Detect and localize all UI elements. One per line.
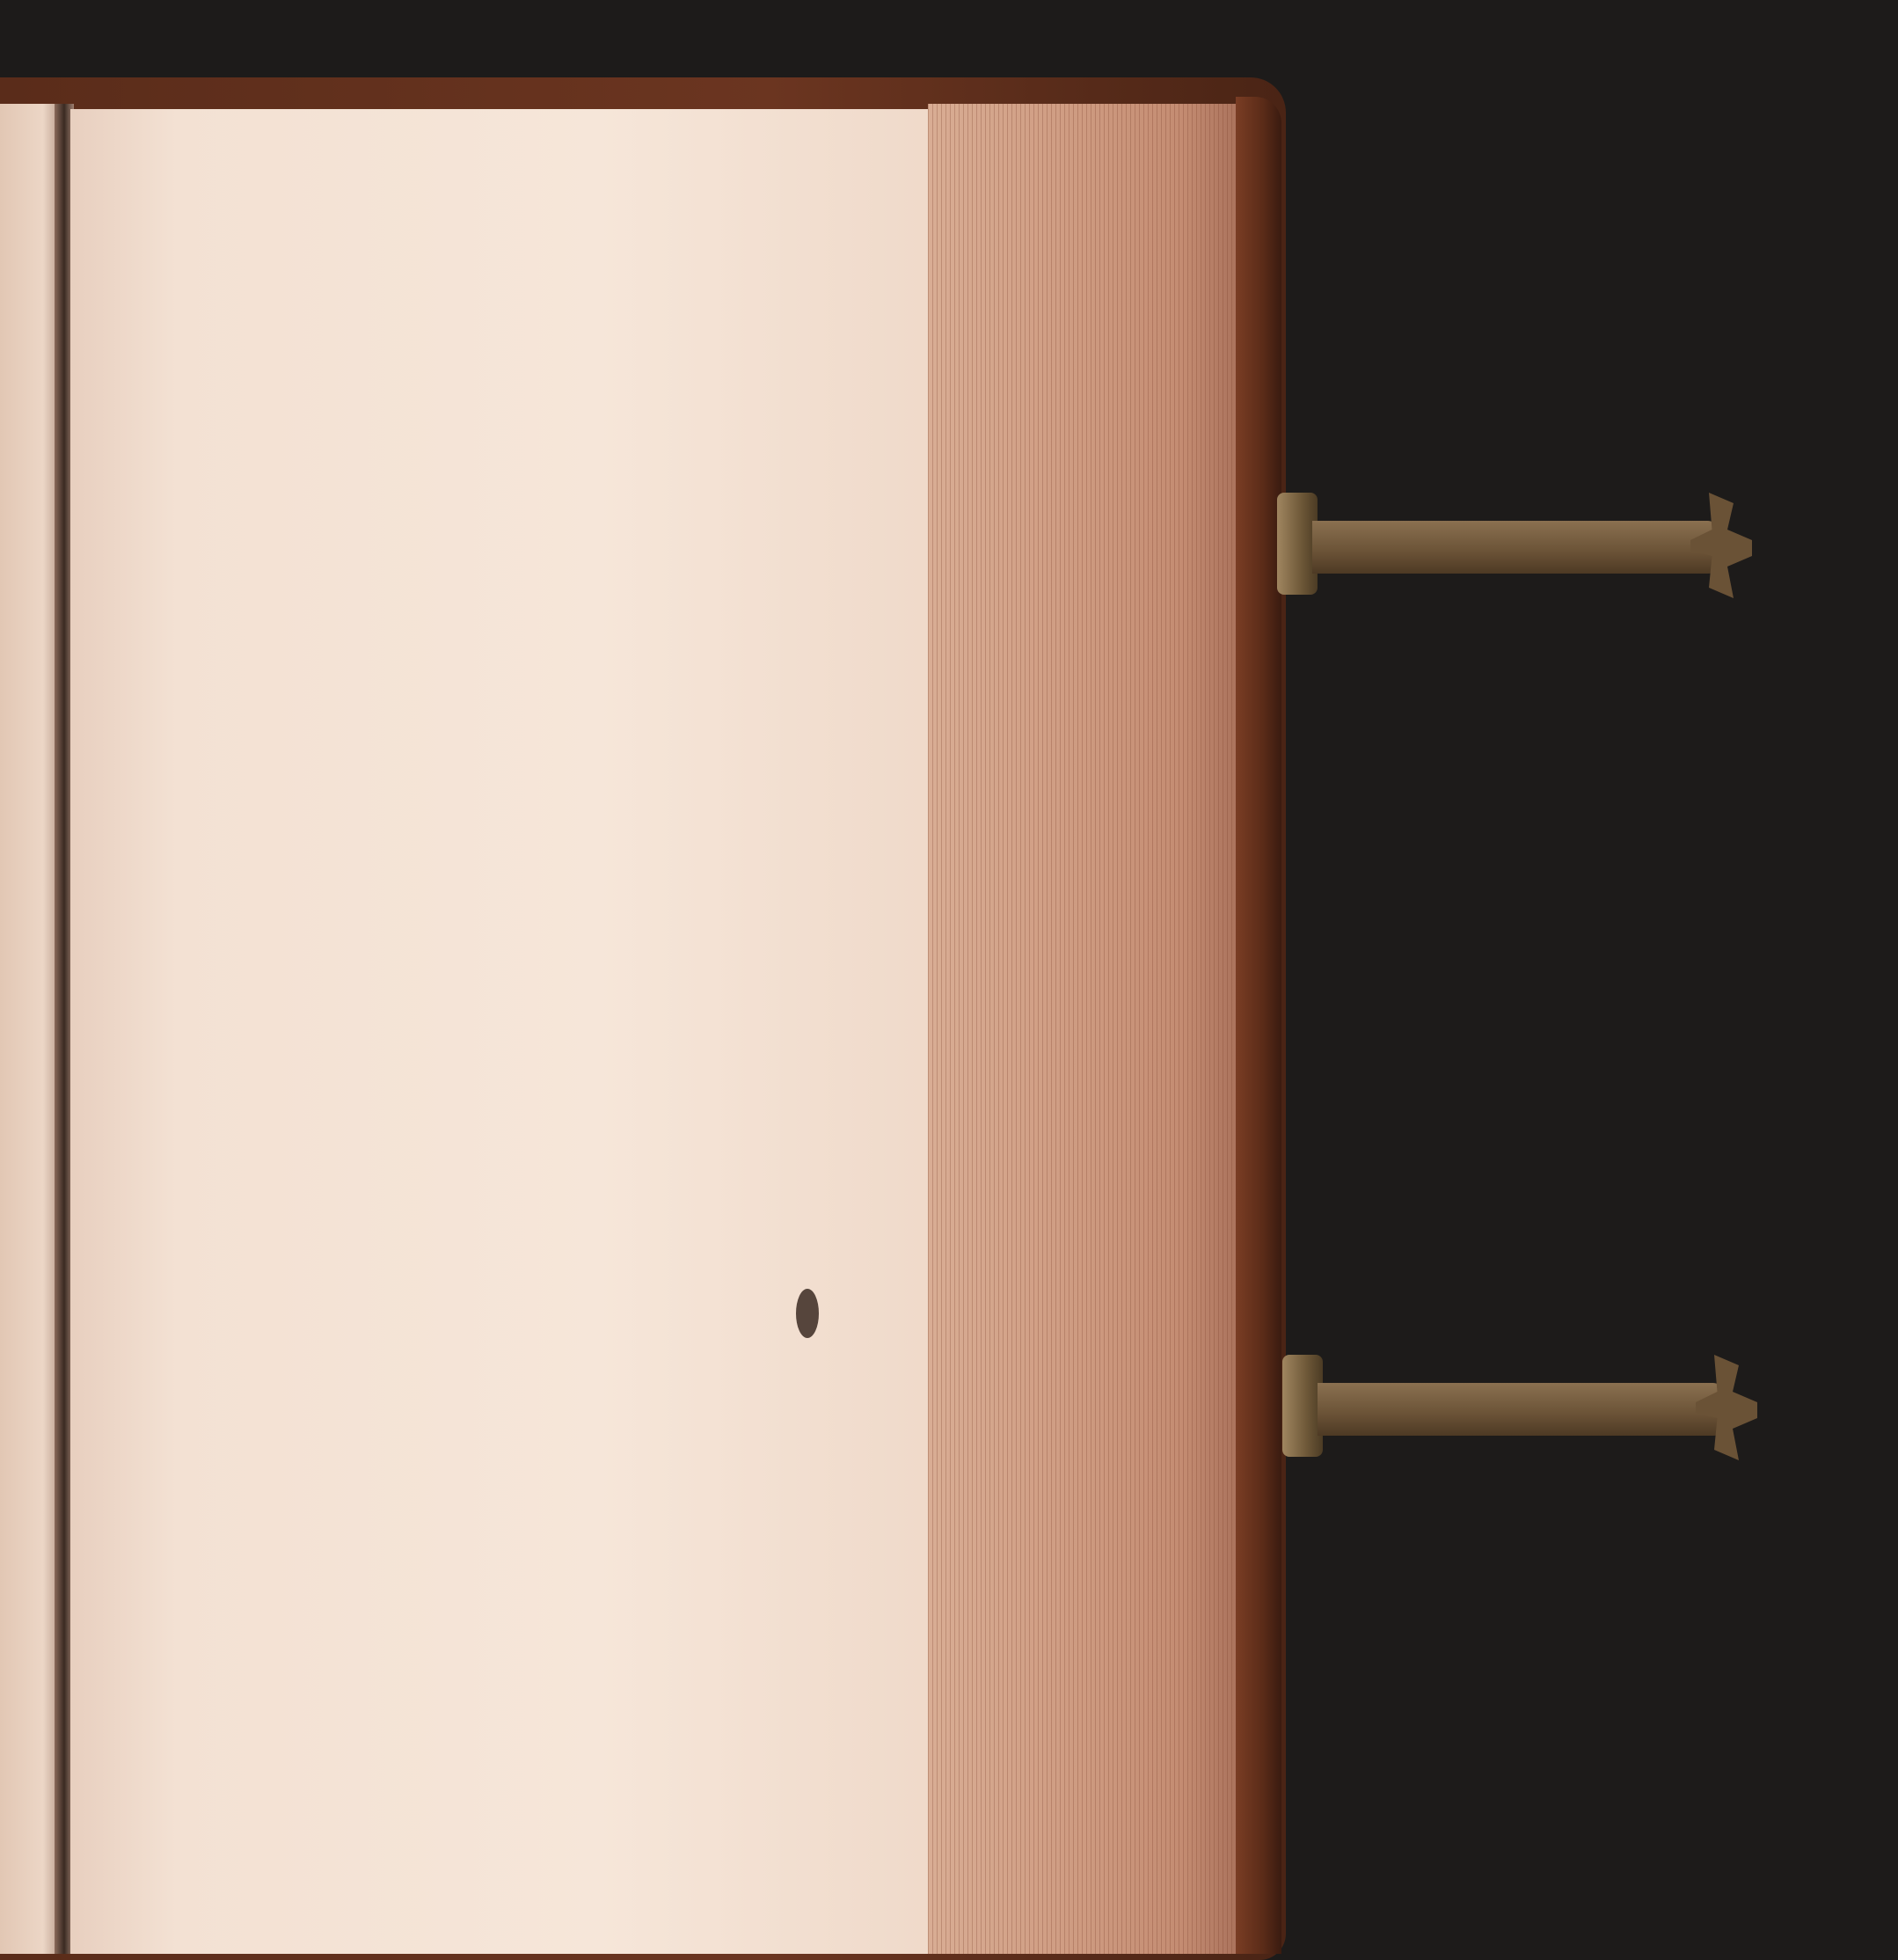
clasp-end	[1690, 493, 1752, 598]
left-page	[0, 104, 62, 1954]
clasp-bar	[1312, 521, 1717, 574]
clasp-end	[1696, 1355, 1757, 1460]
right-page	[70, 109, 950, 1954]
clasp-bar	[1318, 1383, 1722, 1436]
ink-stain	[796, 1289, 819, 1338]
page-edges	[928, 104, 1245, 1954]
cover-edge	[1236, 97, 1281, 1954]
